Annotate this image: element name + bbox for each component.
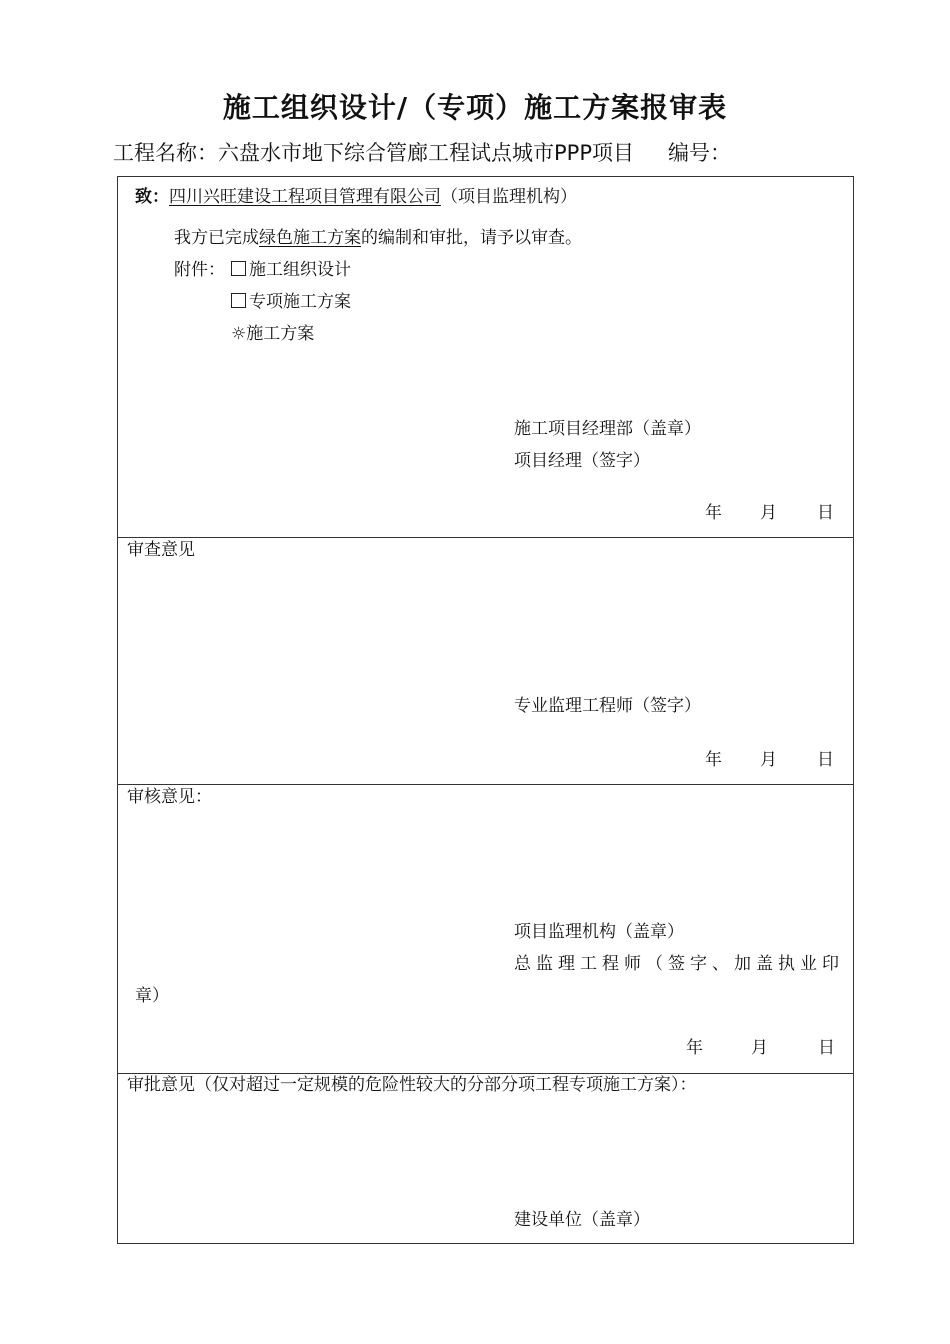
- owner-seal-label: 建设单位（盖章）: [514, 1210, 650, 1230]
- project-line: [113, 137, 731, 167]
- attachment-option-construction-plan: ☼施工方案: [231, 324, 315, 344]
- plan-name: 绿色施工方案: [259, 228, 361, 248]
- to-label: 致：: [135, 187, 169, 207]
- year-label: 年: [705, 750, 722, 770]
- approval-opinion-section: [118, 1073, 853, 1243]
- contractor-seal-label: 施工项目经理部（盖章）: [514, 419, 701, 439]
- day-label: 日: [818, 1038, 835, 1058]
- chief-engineer-signature-label-cont: 章）: [135, 986, 169, 1006]
- audit-date: [686, 1038, 835, 1058]
- unchecked-checkbox-icon: [231, 261, 246, 276]
- submission-statement: 我方已完成绿色施工方案的编制和审批，请予以审查。: [174, 228, 582, 248]
- month-label: 月: [760, 750, 777, 770]
- review-form-table: [117, 176, 854, 1244]
- day-label: 日: [817, 503, 834, 523]
- supervision-seal-label: 项目监理机构（盖章）: [514, 922, 684, 942]
- review-date: [705, 750, 834, 770]
- specialist-engineer-signature-label: 专业监理工程师（签字）: [514, 696, 701, 716]
- review-opinion-section: [118, 537, 853, 784]
- submission-date: [705, 503, 834, 523]
- audit-opinion-section: [118, 784, 853, 1073]
- form-title: 施工组织设计/（专项）施工方案报审表: [222, 91, 728, 124]
- month-label: 月: [751, 1038, 768, 1058]
- supervision-company: 四川兴旺建设工程项目管理有限公司: [169, 187, 441, 207]
- year-label: 年: [686, 1038, 703, 1058]
- project-manager-signature-label: 项目经理（签字）: [514, 451, 650, 471]
- recipient-suffix: （项目监理机构）: [441, 187, 577, 207]
- attachment-option-special-plan: 专项施工方案: [231, 292, 351, 312]
- sun-mark-icon: ☼: [231, 324, 247, 344]
- attachment-label: 附件：: [174, 260, 225, 280]
- review-opinion-heading: 审查意见: [127, 540, 195, 560]
- month-label: 月: [760, 503, 777, 523]
- unchecked-checkbox-icon: [231, 293, 246, 308]
- document-number-label: 编号：: [668, 141, 731, 165]
- approval-opinion-heading: 审批意见（仅对超过一定规模的危险性较大的分部分项工程专项施工方案）：: [127, 1075, 697, 1095]
- attachment-option-construction-design: 施工组织设计: [231, 260, 351, 280]
- submission-section: [118, 177, 853, 537]
- project-name-value: 六盘水市地下综合管廊工程试点城市PPP项目: [218, 141, 634, 165]
- chief-engineer-signature-label: 总监理工程师（签字、加盖执业印: [514, 954, 844, 974]
- project-name-label: 工程名称：: [113, 141, 218, 165]
- day-label: 日: [817, 750, 834, 770]
- audit-opinion-heading: 审核意见：: [127, 787, 212, 807]
- year-label: 年: [705, 503, 722, 523]
- addressee-line: [135, 187, 577, 207]
